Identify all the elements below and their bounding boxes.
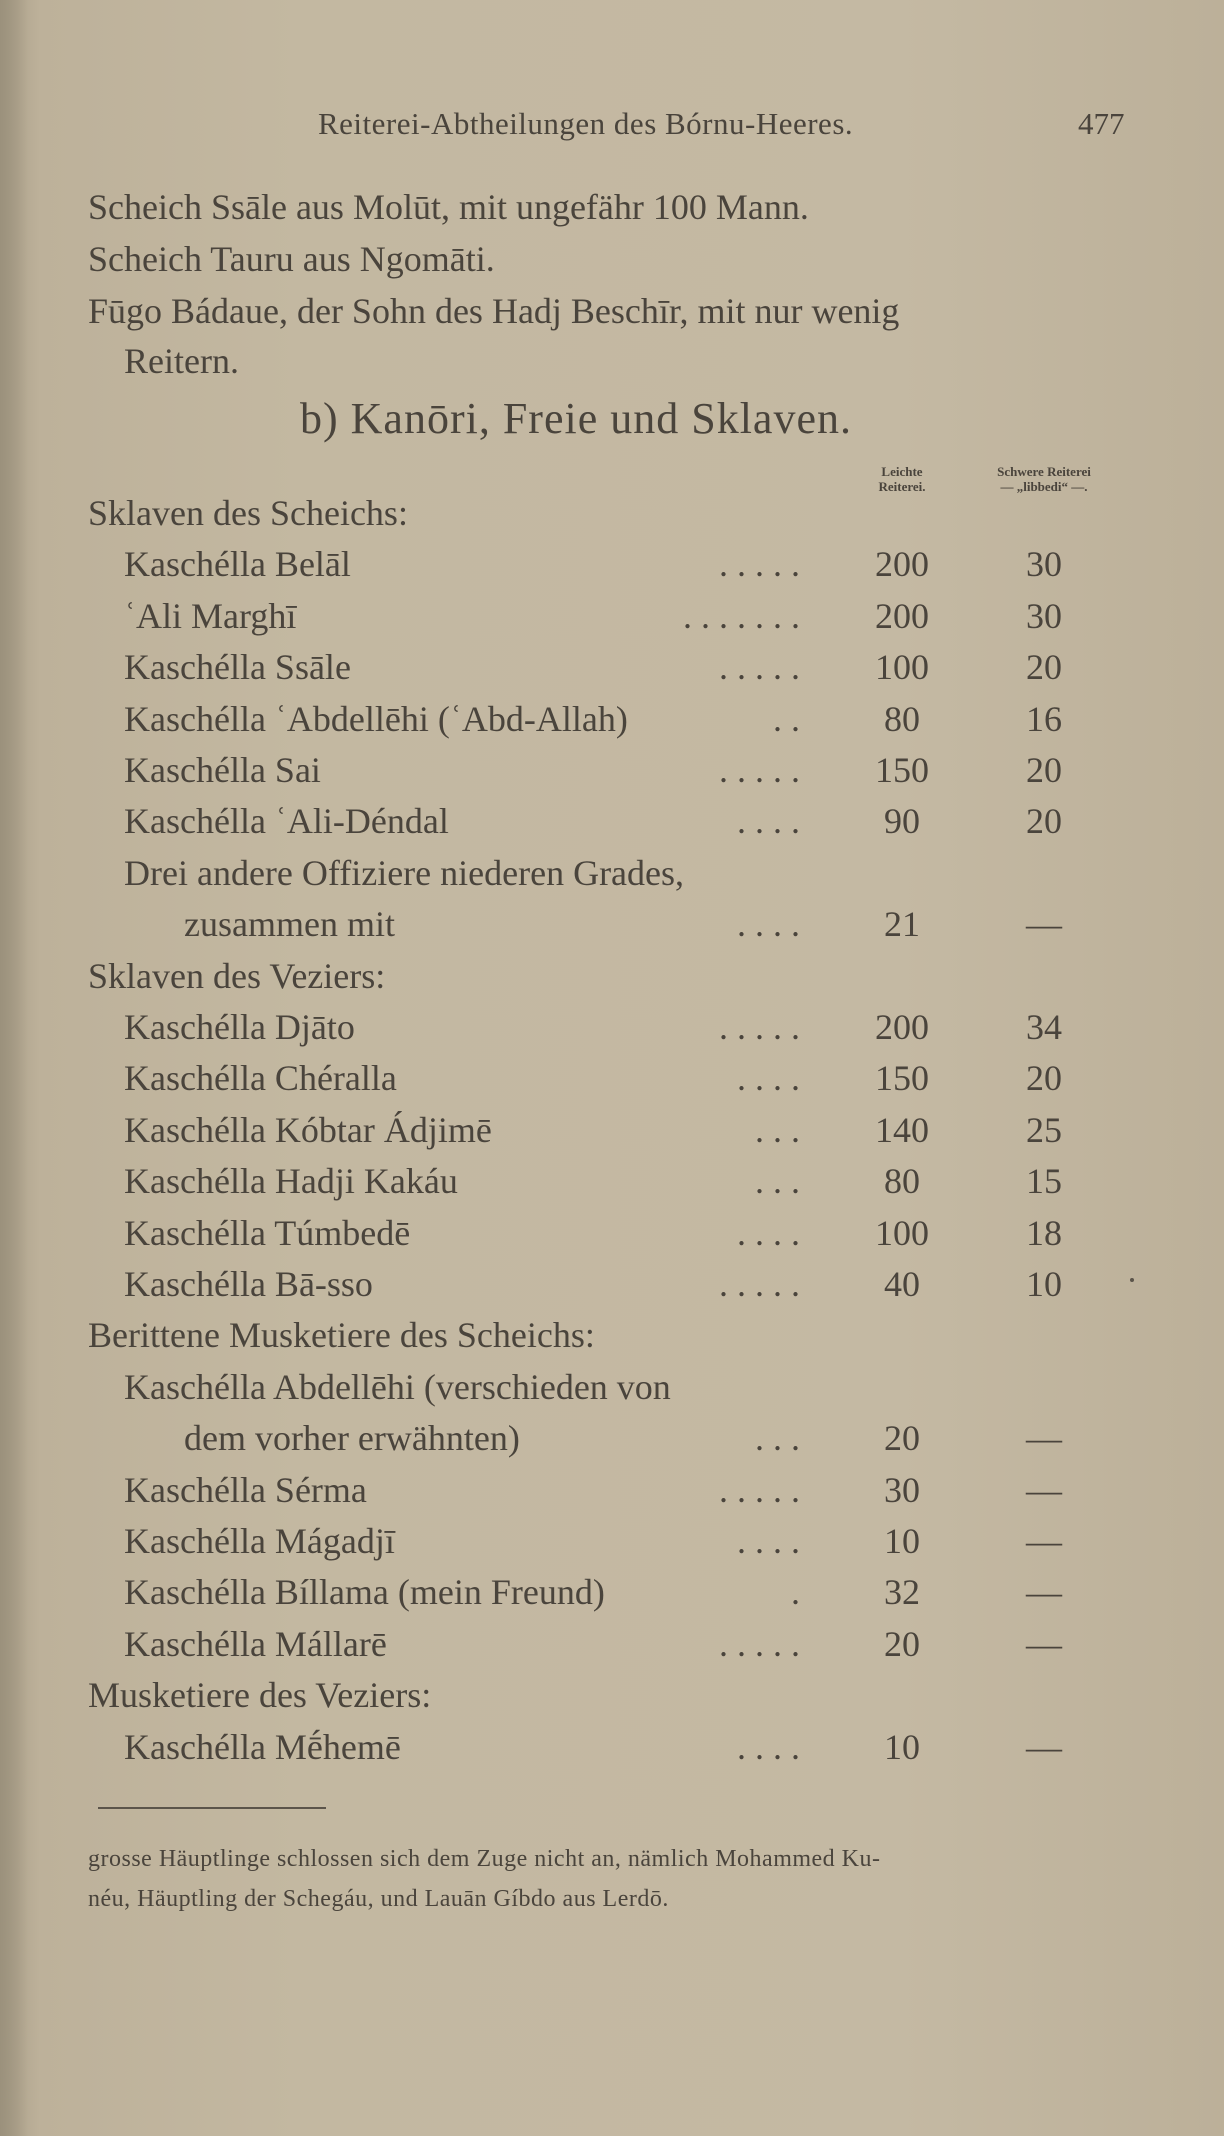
row-label: Kaschélla Bā-sso: [124, 1264, 373, 1304]
table-row: [0, 1623, 1224, 1673]
row-label: Kaschélla ʿAli-Déndal: [124, 801, 449, 842]
column-header-light-line-2: Reiterei.: [878, 479, 926, 494]
row-label: Kaschélla Mḗhemē: [124, 1726, 401, 1767]
row-label: Kaschélla Chéralla: [124, 1058, 397, 1099]
row-label: Kaschélla Túmbedē: [124, 1212, 411, 1253]
dot-leader: . . . . .: [719, 647, 800, 688]
heavy-cavalry-value: 20: [1026, 750, 1062, 790]
intro-line-2: Scheich Tauru aus Ngomāti.: [88, 239, 495, 279]
dot-leader: .: [791, 1572, 800, 1613]
intro-line-3: Fūgo Bádaue, der Sohn des Hadj Beschīr, mit nur wenig: [88, 291, 900, 331]
light-cavalry-value: 200: [875, 544, 929, 585]
dot-leader: . . . .: [737, 801, 800, 842]
heavy-cavalry-value: 30: [1026, 544, 1062, 585]
heavy-cavalry-value: —: [1026, 904, 1062, 945]
light-cavalry-value: 40: [884, 1264, 920, 1304]
table-row: [0, 1160, 1224, 1210]
light-cavalry-value: 100: [875, 1212, 929, 1253]
row-label: Kaschélla Djāto: [124, 1007, 355, 1047]
column-header-heavy-line-2: — „libbedi“ —.: [1000, 479, 1088, 494]
heavy-cavalry-value: 15: [1026, 1161, 1062, 1202]
heavy-cavalry-value: —: [1026, 1572, 1062, 1613]
light-cavalry-value: 200: [875, 1007, 929, 1047]
table-row: [0, 595, 1224, 645]
table-row: [0, 955, 1224, 1005]
table-row: [0, 1314, 1224, 1364]
stray-mark: [1130, 1278, 1134, 1282]
light-cavalry-value: 20: [884, 1418, 920, 1459]
table-row: [0, 800, 1224, 850]
footnote-line-1: grosse Häuptlinge schlossen sich dem Zuge nicht an, nämlich Mohammed Ku-: [88, 1846, 881, 1872]
light-cavalry-value: 80: [884, 698, 920, 739]
table-row: [0, 543, 1224, 593]
table-row: [0, 749, 1224, 799]
table-row: [0, 1263, 1224, 1313]
heavy-cavalry-value: 18: [1026, 1212, 1062, 1253]
row-label: Kaschélla Sai: [124, 750, 321, 790]
row-label: Kaschélla Mállarē: [124, 1623, 387, 1664]
heavy-cavalry-value: 30: [1026, 595, 1062, 636]
dot-leader: . . . . .: [719, 544, 800, 585]
table-row: [0, 1417, 1224, 1467]
column-header-heavy-cavalry: [962, 464, 1126, 494]
heavy-cavalry-value: 10: [1026, 1264, 1062, 1304]
dot-leader: . . .: [755, 1161, 800, 1202]
light-cavalry-value: 100: [875, 647, 929, 688]
heavy-cavalry-value: 20: [1026, 801, 1062, 842]
dot-leader: . . . . .: [719, 1623, 800, 1664]
heavy-cavalry-value: 16: [1026, 698, 1062, 739]
table-row: [0, 1057, 1224, 1107]
heavy-cavalry-value: —: [1026, 1623, 1062, 1664]
row-label: zusammen mit: [184, 904, 395, 945]
light-cavalry-value: 150: [875, 750, 929, 790]
page-number: 477: [1078, 106, 1125, 141]
table-row: [0, 1674, 1224, 1724]
light-cavalry-value: 90: [884, 801, 920, 842]
dot-leader: . . . .: [737, 1058, 800, 1099]
row-label: Kaschélla Sérma: [124, 1469, 367, 1510]
running-head: Reiterei-Abtheilungen des Bórnu-Heeres.: [318, 106, 854, 141]
light-cavalry-value: 10: [884, 1521, 920, 1561]
group-heading: Musketiere des Veziers:: [88, 1675, 432, 1716]
light-cavalry-value: 21: [884, 904, 920, 945]
table-row: [0, 1006, 1224, 1056]
heavy-cavalry-value: 20: [1026, 1058, 1062, 1099]
table-row: [0, 1571, 1224, 1621]
light-cavalry-value: 150: [875, 1058, 929, 1099]
footnote-rule: [98, 1807, 326, 1809]
dot-leader: . . . .: [737, 1212, 800, 1253]
group-heading: Sklaven des Scheichs:: [88, 493, 408, 533]
dot-leader: . . . . .: [719, 750, 800, 790]
column-header-light-cavalry: [860, 464, 944, 494]
heavy-cavalry-value: —: [1026, 1726, 1062, 1767]
dot-leader: . . . . .: [719, 1264, 800, 1304]
intro-line-1: Scheich Ssāle aus Molūt, mit ungefähr 100 Mann.: [88, 187, 809, 227]
heavy-cavalry-value: —: [1026, 1469, 1062, 1510]
heavy-cavalry-value: —: [1026, 1418, 1062, 1459]
row-label: Kaschélla Kóbtar Ádjimē: [124, 1109, 492, 1150]
light-cavalry-value: 20: [884, 1623, 920, 1664]
intro-line-4: Reitern.: [124, 341, 239, 381]
table-row: [0, 1520, 1224, 1570]
column-header-heavy-line-1: Schwere Reiterei: [997, 464, 1091, 479]
dot-leader: . . . .: [737, 904, 800, 945]
dot-leader: . . .: [755, 1418, 800, 1459]
row-label: Kaschélla Ssāle: [124, 647, 351, 688]
table-row: [0, 1109, 1224, 1159]
row-label: dem vorher erwähnten): [184, 1418, 520, 1459]
table-row: [0, 1726, 1224, 1776]
group-heading: Sklaven des Veziers:: [88, 955, 386, 996]
row-label: Kaschélla Mágadjī: [124, 1521, 395, 1561]
dot-leader: . . . .: [737, 1521, 800, 1561]
row-label: Drei andere Offiziere niederen Grades,: [124, 852, 685, 893]
footnote-line-2: néu, Häuptling der Schegáu, und Lauān Gíbdo aus Lerdō.: [88, 1886, 669, 1912]
table-row: [0, 698, 1224, 748]
heavy-cavalry-value: 34: [1026, 1007, 1062, 1047]
dot-leader: . . . . . . .: [683, 595, 800, 636]
group-heading: Berittene Musketiere des Scheichs:: [88, 1315, 595, 1356]
row-label: Kaschélla Bíllama (mein Freund): [124, 1572, 605, 1613]
heavy-cavalry-value: 20: [1026, 647, 1062, 688]
table-row: [0, 646, 1224, 696]
row-label: Kaschélla ʿAbdellēhi (ʿAbd-Allah): [124, 698, 628, 739]
dot-leader: . .: [773, 698, 800, 739]
table-row: [0, 1212, 1224, 1262]
heavy-cavalry-value: 25: [1026, 1109, 1062, 1150]
heavy-cavalry-value: —: [1026, 1521, 1062, 1561]
row-label: Kaschélla Hadji Kakáu: [124, 1161, 458, 1202]
section-heading: b) Kanōri, Freie und Sklaven.: [300, 394, 852, 443]
row-label: ʿAli Marghī: [124, 595, 297, 636]
table-row: [0, 1366, 1224, 1416]
row-label: Kaschélla Belāl: [124, 544, 351, 585]
light-cavalry-value: 200: [875, 595, 929, 636]
dot-leader: . . . . .: [719, 1007, 800, 1047]
light-cavalry-value: 140: [875, 1109, 929, 1150]
column-header-light-line-1: Leichte: [881, 464, 923, 479]
table-row: [0, 852, 1224, 902]
dot-leader: . . . .: [737, 1726, 800, 1767]
light-cavalry-value: 32: [884, 1572, 920, 1613]
dot-leader: . . .: [755, 1109, 800, 1150]
light-cavalry-value: 30: [884, 1469, 920, 1510]
light-cavalry-value: 10: [884, 1726, 920, 1767]
table-row: [0, 903, 1224, 953]
light-cavalry-value: 80: [884, 1161, 920, 1202]
table-row: [0, 492, 1224, 542]
dot-leader: . . . . .: [719, 1469, 800, 1510]
table-row: [0, 1469, 1224, 1519]
row-label: Kaschélla Abdellēhi (verschieden von: [124, 1366, 671, 1407]
